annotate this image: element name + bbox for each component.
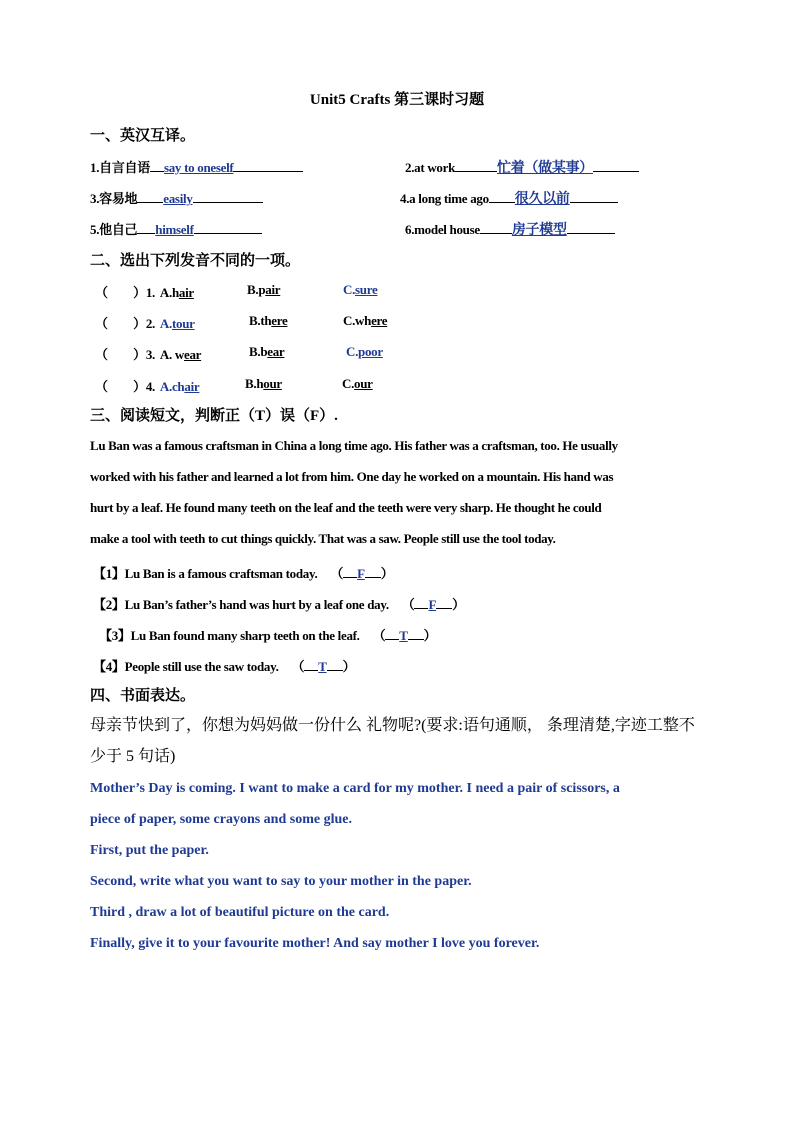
section-1-heading: 一、英汉互译。 — [90, 128, 196, 144]
section-4-heading: 四、书面表达。 — [90, 688, 196, 704]
item-prompt: 自言自语 — [99, 160, 150, 175]
option-c: C.where — [343, 313, 388, 328]
judgment-statement-3: 【3】Lu Ban found many sharp teeth on the leaf. （ T ） — [99, 628, 437, 643]
translation-item-4 — [400, 188, 618, 208]
item-answer: 很久以前 — [514, 192, 570, 207]
page-title: Unit5 Crafts 第三课时习题 — [309, 92, 485, 108]
judgment-statement-1: 【1】Lu Ban is a famous craftsman today. （ F ） — [93, 566, 394, 581]
item-number: 6. — [405, 222, 415, 237]
option-b: B.hour — [245, 376, 282, 391]
writing-prompt — [90, 710, 715, 772]
question-number: 1. — [145, 285, 155, 300]
statement-answer: T — [399, 628, 408, 643]
translation-item-6 — [405, 219, 615, 239]
item-answer: 房子模型 — [511, 223, 567, 238]
answer-parentheses: （ ） — [95, 379, 146, 394]
item-prompt: 容易地 — [99, 191, 138, 206]
section-3-heading: 三、阅读短文，判断正（T）误（F）. — [90, 408, 338, 424]
item-prompt: at work — [414, 160, 456, 175]
translation-item-2 — [405, 157, 639, 177]
item-answer: say to oneself — [163, 160, 234, 175]
essay-line: Mother’s Day is coming. I want to make a card for my mother. I need a pair of scissors, a — [90, 781, 620, 796]
item-number: 4. — [400, 191, 410, 206]
section-2-heading: 二、选出下列发音不同的一项。 — [90, 253, 301, 269]
option-a: A.chair — [159, 379, 200, 394]
reading-passage — [90, 430, 710, 554]
statement-answer: T — [318, 659, 327, 674]
item-answer: himself — [155, 222, 194, 237]
option-c: C.poor — [346, 344, 383, 359]
phonics-question-1 — [95, 282, 378, 301]
item-prompt: 他自己 — [99, 222, 138, 237]
sample-essay — [90, 773, 715, 959]
option-a: A.hair — [159, 285, 194, 300]
statement-label: 【4】 — [93, 659, 125, 674]
translation-item-5 — [90, 219, 262, 238]
item-number: 1. — [90, 160, 100, 175]
statement-text: Lu Ban found many sharp teeth on the leaf. — [130, 628, 360, 643]
statement-answer: F — [428, 597, 437, 612]
option-b: B.there — [249, 313, 288, 328]
item-answer: 忙着（做某事） — [497, 161, 593, 176]
passage-line: Lu Ban was a famous craftsman in China a long time ago. His father was a craftsman, too. He usually — [90, 438, 618, 453]
statement-text: People still use the saw today. — [124, 659, 279, 674]
option-b: B.bear — [249, 344, 285, 359]
statement-answer: F — [357, 566, 365, 581]
translation-item-3 — [90, 188, 263, 207]
item-number: 3. — [90, 191, 100, 206]
judgment-statement-4: 【4】People still use the saw today. （ T ） — [93, 659, 356, 674]
item-prompt: a long time ago — [409, 191, 489, 206]
essay-line: piece of paper, some crayons and some glue. — [90, 812, 352, 827]
phonics-question-4 — [95, 376, 373, 395]
option-a: A.tour — [159, 316, 195, 331]
option-c: C.our — [342, 376, 373, 391]
item-number: 5. — [90, 222, 100, 237]
essay-line: Finally, give it to your favourite mother! And say mother I love you forever. — [90, 936, 540, 951]
phonics-question-3 — [95, 344, 383, 363]
judgment-statement-2: 【2】Lu Ban’s father’s hand was hurt by a leaf one day. （ F ） — [93, 597, 465, 612]
statement-text: Lu Ban is a famous craftsman today. — [124, 566, 318, 581]
answer-parentheses: （ ） — [95, 347, 146, 362]
question-number: 3. — [145, 347, 155, 362]
question-number: 2. — [145, 316, 155, 331]
option-a: A. wear — [159, 347, 202, 362]
prompt-line: 少于 5 句话) — [90, 748, 176, 765]
question-number: 4. — [145, 379, 155, 394]
phonics-question-2 — [95, 313, 388, 332]
translation-item-1 — [90, 157, 303, 176]
passage-line: make a tool with teeth to cut things quickly. That was a saw. People still use the tool today. — [90, 531, 556, 546]
statement-label: 【1】 — [93, 566, 125, 581]
answer-parentheses: （ ） — [95, 285, 146, 300]
item-prompt: model house — [414, 222, 480, 237]
option-b: B.pair — [247, 282, 281, 297]
essay-line: Third , draw a lot of beautiful picture on the card. — [90, 905, 390, 920]
answer-parentheses: （ ） — [95, 316, 146, 331]
statement-label: 【3】 — [99, 628, 131, 643]
statement-label: 【2】 — [93, 597, 125, 612]
passage-line: hurt by a leaf. He found many teeth on the leaf and the teeth were very sharp. He thought he could — [90, 500, 602, 515]
option-c: C.sure — [343, 282, 378, 297]
statement-text: Lu Ban’s father’s hand was hurt by a leaf one day. — [124, 597, 389, 612]
essay-line: Second, write what you want to say to your mother in the paper. — [90, 874, 472, 889]
essay-line: First, put the paper. — [90, 843, 209, 858]
item-answer: easily — [163, 191, 193, 206]
prompt-line: 母亲节快到了，你想为妈妈做一份什么 礼物呢?(要求:语句通顺， 条理清楚,字迹工整不 — [90, 717, 695, 734]
item-number: 2. — [405, 160, 415, 175]
passage-line: worked with his father and learned a lot from him. One day he worked on a mountain. His hand was — [90, 469, 614, 484]
